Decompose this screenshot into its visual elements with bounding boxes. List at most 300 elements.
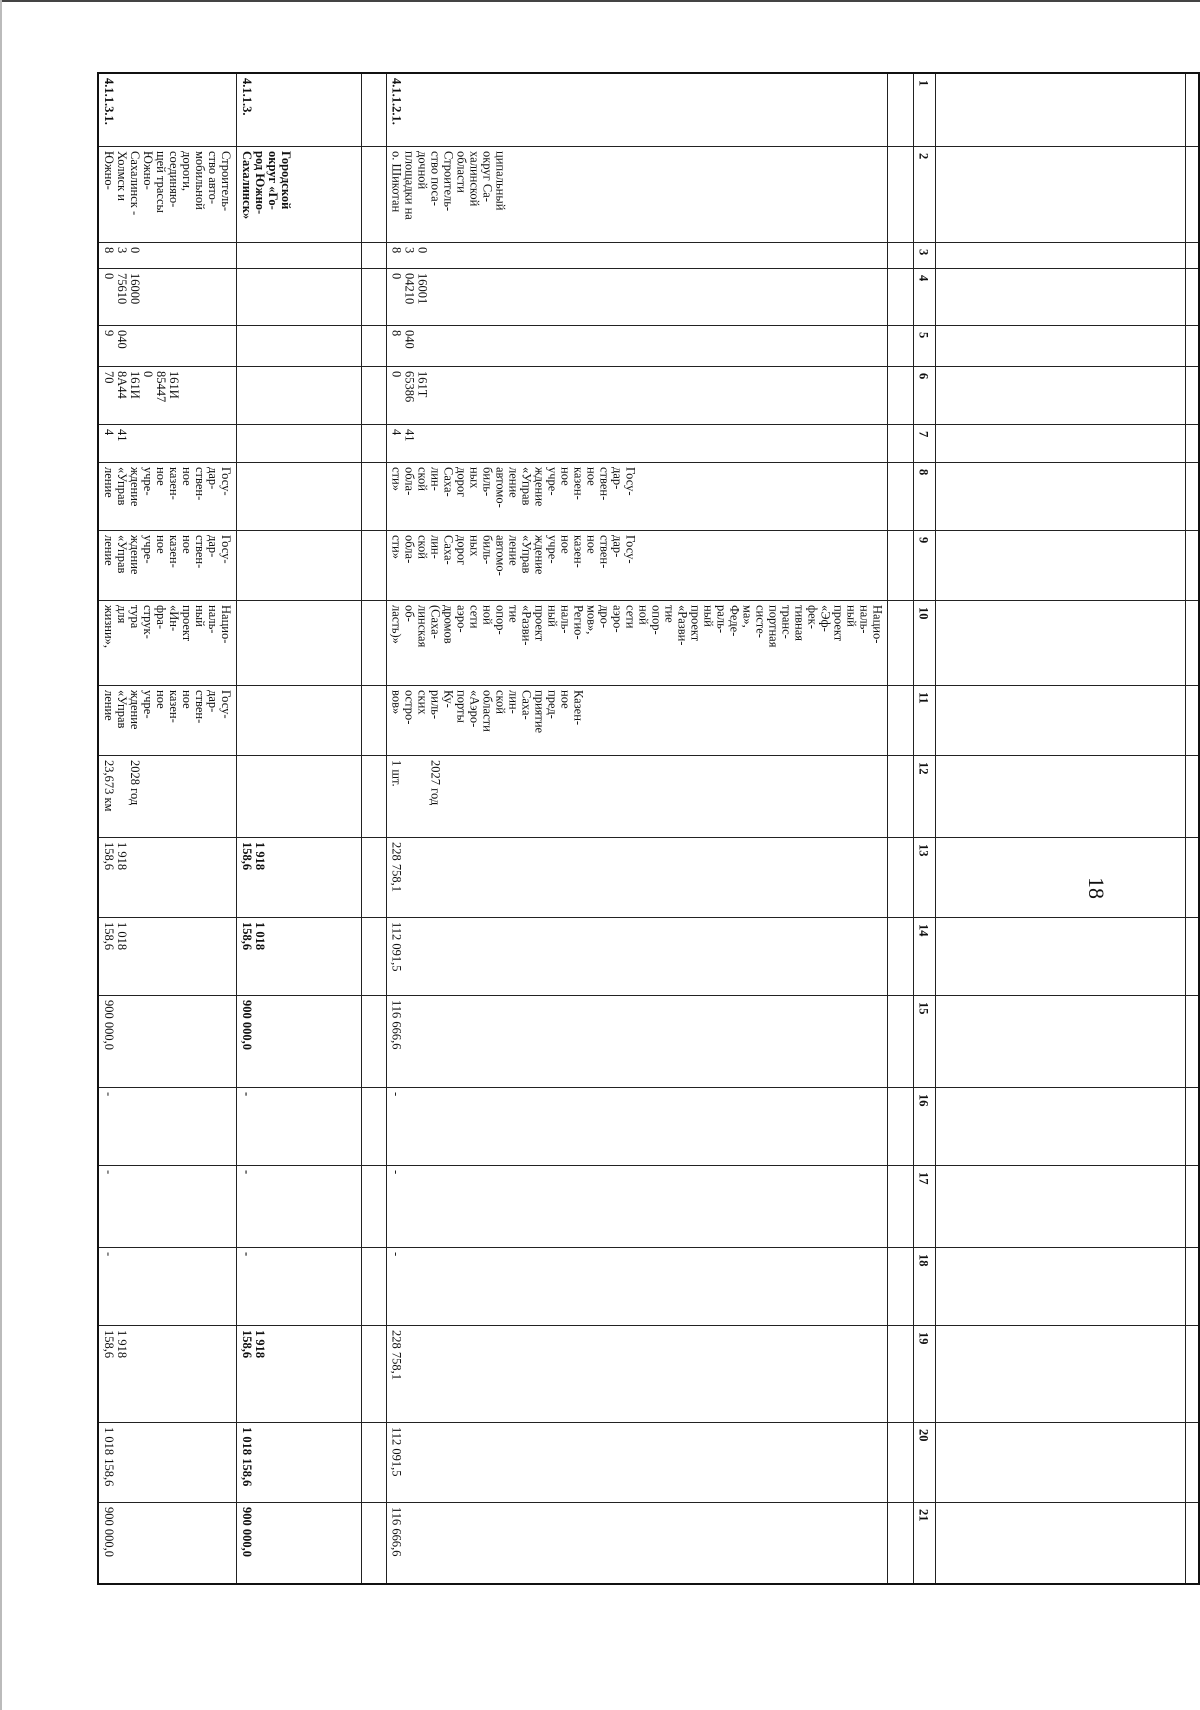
table-cell — [237, 242, 362, 268]
row-4-1-1-3-col-6 — [237, 367, 243, 375]
row-4-1-1-3-col-21: 900 000,0 — [240, 1506, 255, 1557]
empty-cell — [935, 600, 1186, 685]
empty-cell-content — [362, 918, 368, 926]
row-4-1-1-3-1-col-20: 1 018 158,6 — [102, 1426, 116, 1486]
row-4-1-1-2-1-col-13: 228 758,1 — [389, 841, 404, 892]
row-4-1-1-3-1-col-13: 1 918 158,6 — [102, 841, 129, 870]
empty-cell — [361, 995, 386, 1087]
header-cell — [913, 1422, 935, 1502]
table-cell — [237, 268, 362, 325]
empty-cell — [1186, 366, 1199, 424]
header-label: 3 — [916, 248, 931, 255]
header-cell — [913, 1165, 935, 1247]
empty-cell — [361, 1247, 386, 1325]
empty-cell-content — [362, 147, 368, 155]
row-4-1-1-2-1-col-4: 16001 04210 0 — [389, 272, 430, 304]
header-label: 13 — [916, 843, 931, 856]
empty-cell — [1186, 462, 1199, 530]
empty-cell — [1186, 755, 1199, 837]
empty-cell-content — [362, 1166, 368, 1174]
empty-cell-content — [362, 601, 368, 609]
empty-cell — [935, 325, 1186, 366]
empty-cell — [935, 268, 1186, 325]
table-cell — [237, 530, 362, 600]
row-4-1-1-3-1-col-7: 41 4 — [102, 428, 129, 441]
table-cell — [98, 837, 237, 917]
table-cell — [237, 1422, 362, 1502]
table-cell — [98, 1325, 237, 1422]
row-4-1-1-3-1-col-1: 4.1.1.3.1. — [102, 78, 116, 125]
empty-cell-content — [888, 425, 894, 433]
empty-cell — [361, 530, 386, 600]
table-cell — [386, 600, 887, 685]
table-cell — [237, 146, 362, 242]
row-4-1-1-3-col-16: - — [240, 1091, 255, 1096]
row-4-1-1-2-1-col-16: - — [389, 1091, 404, 1096]
row-4-1-1-3-1-col-15: 900 000,0 — [102, 999, 116, 1050]
empty-cell — [361, 325, 386, 366]
table-cell — [98, 325, 237, 366]
empty-cell — [887, 685, 913, 755]
empty-cell-content — [936, 463, 942, 471]
table-cell — [386, 366, 887, 424]
empty-cell — [887, 837, 913, 917]
empty-cell — [1186, 837, 1199, 917]
header-cell — [913, 146, 935, 242]
empty-cell-content — [1186, 74, 1192, 82]
row-4-1-1-3-1-col-5: 040 9 — [102, 329, 129, 349]
empty-cell — [361, 242, 386, 268]
empty-cell-content — [888, 463, 894, 471]
header-label: 20 — [916, 1428, 931, 1441]
table-cell — [98, 242, 237, 268]
empty-cell — [935, 146, 1186, 242]
empty-cell — [887, 268, 913, 325]
empty-cell — [361, 1165, 386, 1247]
empty-cell — [887, 1165, 913, 1247]
empty-cell-content — [1186, 425, 1192, 433]
row-4-1-1-3-1-col-18: - — [102, 1251, 116, 1256]
empty-cell-content — [1186, 531, 1192, 539]
row-4-1-1-3-col-17: - — [240, 1169, 255, 1174]
row-4-1-1-3-1-col-16: - — [102, 1091, 116, 1096]
empty-cell-content — [362, 74, 368, 82]
empty-cell — [361, 1422, 386, 1502]
table-cell — [386, 685, 887, 755]
table-cell — [386, 995, 887, 1087]
empty-cell-content — [362, 243, 368, 251]
table-cell — [98, 917, 237, 995]
table-cell — [386, 242, 887, 268]
header-cell — [913, 424, 935, 462]
empty-cell-content — [936, 367, 942, 375]
row-4-1-1-2-1-col-3: 0 3 8 — [389, 246, 430, 253]
row-4-1-1-3-col-1: 4.1.1.3. — [240, 78, 255, 116]
table-cell — [237, 1247, 362, 1325]
table-cell — [386, 1502, 887, 1584]
empty-cell — [1186, 424, 1199, 462]
empty-cell-content — [362, 269, 368, 277]
empty-cell-content — [1186, 918, 1192, 926]
empty-cell — [1186, 995, 1199, 1087]
empty-cell-content — [1186, 1326, 1192, 1334]
empty-cell — [1186, 1502, 1199, 1584]
empty-cell-content — [362, 425, 368, 433]
row-4-1-1-2-1-col-20: 112 091,5 — [389, 1426, 404, 1477]
empty-cell-content — [1186, 1166, 1192, 1174]
empty-cell — [935, 424, 1186, 462]
empty-cell — [361, 685, 386, 755]
empty-cell-content — [1186, 996, 1192, 1004]
row-4-1-1-3-col-3 — [237, 243, 243, 251]
empty-cell-content — [936, 756, 942, 764]
empty-cell-content — [888, 243, 894, 251]
table-cell — [237, 325, 362, 366]
table-cell — [98, 424, 237, 462]
empty-cell-content — [936, 686, 942, 694]
empty-cell — [361, 146, 386, 242]
empty-cell-content — [936, 531, 942, 539]
table-cell — [386, 325, 887, 366]
table-cell — [98, 995, 237, 1087]
row-4-1-1-2-1-col-14: 112 091,5 — [389, 921, 404, 972]
empty-cell-content — [362, 463, 368, 471]
empty-cell-content — [936, 918, 942, 926]
empty-cell-content — [936, 1503, 942, 1511]
doc-column-18 — [98, 1247, 1199, 1325]
empty-cell — [887, 146, 913, 242]
header-label: 2 — [916, 152, 931, 159]
empty-cell-content — [936, 74, 942, 82]
empty-cell-content — [936, 1326, 942, 1334]
header-label: 10 — [916, 606, 931, 619]
table-cell — [98, 1087, 237, 1165]
empty-cell — [935, 462, 1186, 530]
doc-column-21 — [98, 1502, 1199, 1584]
empty-cell-content — [888, 1503, 894, 1511]
table-cell — [237, 1502, 362, 1584]
header-label: 9 — [916, 536, 931, 543]
row-4-1-1-2-1-col-1: 4.1.1.2.1. — [389, 78, 404, 125]
empty-cell — [887, 73, 913, 146]
header-label: 21 — [916, 1508, 931, 1521]
empty-cell — [887, 755, 913, 837]
row-4-1-1-3-1-col-17: - — [102, 1169, 116, 1174]
empty-cell-content — [936, 996, 942, 1004]
table-cell — [386, 1087, 887, 1165]
empty-cell — [935, 837, 1186, 917]
empty-cell-content — [888, 1326, 894, 1334]
empty-cell-content — [1186, 686, 1192, 694]
empty-cell-content — [888, 269, 894, 277]
empty-cell-content — [888, 996, 894, 1004]
empty-cell-content — [888, 531, 894, 539]
header-cell — [913, 755, 935, 837]
empty-cell-content — [888, 147, 894, 155]
empty-cell — [1186, 530, 1199, 600]
empty-cell — [935, 1502, 1186, 1584]
table-cell — [98, 462, 237, 530]
empty-cell-content — [362, 326, 368, 334]
table-cell — [98, 755, 237, 837]
doc-column-3 — [98, 242, 1199, 268]
empty-cell-content — [888, 74, 894, 82]
header-label: 15 — [916, 1001, 931, 1014]
empty-cell — [1186, 73, 1199, 146]
row-4-1-1-2-1-col-11: Казен- ное пред- приятие Саха- лин- ской области «Аэро- порты Ку- риль- ских остро- вов» — [389, 689, 586, 733]
empty-cell — [887, 1502, 913, 1584]
empty-cell — [1186, 1087, 1199, 1165]
doc-column-2 — [98, 146, 1199, 242]
empty-cell — [887, 242, 913, 268]
empty-cell — [935, 242, 1186, 268]
empty-cell — [935, 366, 1186, 424]
empty-cell-content — [888, 367, 894, 375]
doc-column-11 — [98, 685, 1199, 755]
empty-cell — [1186, 146, 1199, 242]
row-4-1-1-3-col-20: 1 018 158,6 — [240, 1426, 255, 1486]
table-cell — [98, 1502, 237, 1584]
empty-cell — [887, 600, 913, 685]
empty-cell-content — [362, 531, 368, 539]
header-label: 7 — [916, 430, 931, 437]
empty-cell-content — [362, 367, 368, 375]
table-cell — [98, 1422, 237, 1502]
row-4-1-1-3-1-col-12: 2028 год 23,673 км — [102, 759, 142, 811]
empty-cell — [935, 73, 1186, 146]
header-label: 16 — [916, 1093, 931, 1106]
header-cell — [913, 1087, 935, 1165]
empty-cell — [887, 462, 913, 530]
table-cell — [98, 366, 237, 424]
row-4-1-1-3-1-col-6: 161И 85447 0 161И 8А44 70 — [102, 370, 181, 402]
empty-cell-content — [1186, 1423, 1192, 1431]
row-4-1-1-3-col-4 — [237, 269, 243, 277]
row-4-1-1-2-1-col-17: - — [389, 1169, 404, 1174]
row-4-1-1-3-1-col-3: 0 3 8 — [102, 246, 142, 253]
header-label: 17 — [916, 1171, 931, 1184]
empty-cell — [361, 268, 386, 325]
header-label: 1 — [916, 80, 931, 87]
empty-cell — [935, 1422, 1186, 1502]
empty-cell — [935, 1247, 1186, 1325]
empty-cell-content — [1186, 243, 1192, 251]
empty-cell-content — [362, 1248, 368, 1256]
empty-cell-content — [888, 1248, 894, 1256]
header-cell — [913, 1247, 935, 1325]
empty-cell — [1186, 268, 1199, 325]
empty-cell-content — [936, 326, 942, 334]
empty-cell — [887, 917, 913, 995]
row-4-1-1-3-col-10 — [237, 601, 243, 609]
scan-edge-left — [0, 0, 2, 1710]
empty-cell-content — [362, 838, 368, 846]
row-4-1-1-3-1-col-4: 16000 75610 0 — [102, 272, 142, 304]
doc-column-12 — [98, 755, 1199, 837]
table-cell — [386, 1325, 887, 1422]
row-4-1-1-2-1-col-18: - — [389, 1251, 404, 1256]
empty-cell — [887, 1422, 913, 1502]
row-4-1-1-3-1-col-8: Госу- дар- ствен- ное казен- ное учре- ждение «Управ ление — [102, 466, 233, 506]
row-4-1-1-2-1-col-2: ципальный округ Са- халинской области Строитель- ство поса- дочной площадки на о. Шикотан — [389, 150, 508, 220]
doc-column-5 — [98, 325, 1199, 366]
empty-cell-content — [936, 425, 942, 433]
empty-cell — [935, 755, 1186, 837]
empty-cell-content — [362, 1088, 368, 1096]
empty-cell-content — [888, 838, 894, 846]
row-4-1-1-3-col-5 — [237, 326, 243, 334]
empty-cell-content — [1186, 269, 1192, 277]
table-cell — [386, 73, 887, 146]
empty-cell — [935, 917, 1186, 995]
empty-cell-content — [888, 601, 894, 609]
table-cell — [386, 462, 887, 530]
row-4-1-1-3-1-col-19: 1 918 158,6 — [102, 1329, 129, 1358]
empty-cell — [887, 1247, 913, 1325]
empty-cell-content — [362, 686, 368, 694]
doc-column-20 — [98, 1422, 1199, 1502]
table-cell — [98, 685, 237, 755]
table-cell — [237, 837, 362, 917]
empty-cell — [1186, 1165, 1199, 1247]
header-cell — [913, 685, 935, 755]
header-label: 14 — [916, 923, 931, 936]
empty-cell — [935, 685, 1186, 755]
row-4-1-1-2-1-col-15: 116 666,6 — [389, 999, 404, 1050]
empty-cell — [361, 1325, 386, 1422]
table-cell — [237, 600, 362, 685]
empty-cell-content — [888, 756, 894, 764]
scan-edge-top — [0, 0, 1200, 2]
header-label: 18 — [916, 1253, 931, 1266]
empty-cell — [361, 462, 386, 530]
empty-cell — [361, 1502, 386, 1584]
table-cell — [237, 755, 362, 837]
row-4-1-1-2-1-col-19: 228 758,1 — [389, 1329, 404, 1380]
table-cell — [386, 424, 887, 462]
empty-cell-content — [936, 1423, 942, 1431]
row-4-1-1-3-col-13: 1 918 158,6 — [240, 841, 268, 870]
header-cell — [913, 325, 935, 366]
table-cell — [98, 600, 237, 685]
table-cell — [98, 146, 237, 242]
empty-cell-content — [362, 1326, 368, 1334]
doc-column-7 — [98, 424, 1199, 462]
table-cell — [386, 755, 887, 837]
table-cell — [237, 1087, 362, 1165]
row-4-1-1-3-col-12 — [237, 756, 243, 764]
empty-cell — [361, 424, 386, 462]
budget-table — [97, 72, 1200, 1585]
row-4-1-1-3-1-col-10: Нацио- наль- ный проект «Ин- фра- струк- тура для жизни», — [102, 604, 233, 648]
empty-cell — [935, 1165, 1186, 1247]
table-cell — [386, 268, 887, 325]
empty-cell — [361, 1087, 386, 1165]
empty-cell — [1186, 1422, 1199, 1502]
empty-cell — [1186, 685, 1199, 755]
empty-cell-content — [362, 996, 368, 1004]
row-4-1-1-3-1-col-2: Строитель- ство авто- мобильной дороги, соединяю- щей трассы Южно- Сахалинск - Холмск и Южно- — [102, 150, 233, 215]
header-cell — [913, 1502, 935, 1584]
empty-cell-content — [936, 1088, 942, 1096]
empty-cell-content — [1186, 1088, 1192, 1096]
table-cell — [237, 424, 362, 462]
empty-cell-content — [1186, 326, 1192, 334]
doc-column-4 — [98, 268, 1199, 325]
empty-cell — [935, 995, 1186, 1087]
table-cell — [237, 366, 362, 424]
table-cell — [98, 1165, 237, 1247]
header-cell — [913, 73, 935, 146]
row-4-1-1-3-col-9 — [237, 531, 243, 539]
empty-cell-content — [1186, 756, 1192, 764]
doc-column-14 — [98, 917, 1199, 995]
empty-cell-content — [1186, 1248, 1192, 1256]
header-label: 8 — [916, 468, 931, 475]
empty-cell — [1186, 1247, 1199, 1325]
empty-cell-content — [936, 147, 942, 155]
row-4-1-1-3-col-19: 1 918 158,6 — [240, 1329, 268, 1358]
doc-column-8 — [98, 462, 1199, 530]
row-4-1-1-3-col-7 — [237, 425, 243, 433]
empty-cell — [361, 600, 386, 685]
table-cell — [98, 1247, 237, 1325]
table-cell — [237, 917, 362, 995]
table-cell — [237, 1165, 362, 1247]
empty-cell-content — [1186, 463, 1192, 471]
header-label: 11 — [916, 691, 931, 704]
doc-column-13 — [98, 837, 1199, 917]
empty-cell — [887, 366, 913, 424]
empty-cell — [935, 530, 1186, 600]
row-4-1-1-3-1-col-14: 1 018 158,6 — [102, 921, 129, 950]
row-4-1-1-3-col-11 — [237, 686, 243, 694]
empty-cell — [361, 366, 386, 424]
header-label: 12 — [916, 761, 931, 774]
doc-column-6 — [98, 366, 1199, 424]
doc-column-17 — [98, 1165, 1199, 1247]
empty-cell-content — [1186, 1503, 1192, 1511]
empty-cell — [935, 1325, 1186, 1422]
table-cell — [98, 530, 237, 600]
header-cell — [913, 1325, 935, 1422]
empty-cell — [1186, 600, 1199, 685]
table-cell — [237, 1325, 362, 1422]
empty-cell — [1186, 1325, 1199, 1422]
empty-cell-content — [1186, 147, 1192, 155]
empty-cell-content — [936, 601, 942, 609]
empty-cell — [1186, 325, 1199, 366]
row-4-1-1-2-1-col-7: 41 4 — [389, 428, 417, 441]
row-4-1-1-3-col-18: - — [240, 1251, 255, 1256]
table-cell — [386, 146, 887, 242]
empty-cell — [887, 424, 913, 462]
empty-cell — [887, 1325, 913, 1422]
header-cell — [913, 242, 935, 268]
empty-cell-content — [1186, 838, 1192, 846]
empty-cell-content — [888, 1166, 894, 1174]
header-cell — [913, 462, 935, 530]
table-cell — [237, 462, 362, 530]
empty-cell — [361, 917, 386, 995]
empty-cell-content — [936, 1166, 942, 1174]
empty-cell-content — [362, 756, 368, 764]
row-4-1-1-2-1-col-9: Госу- дар- ствен- ное казен- ное учре- ждение «Управ ление автомо- биль- ных дорог Саха- лин- ской обла- сти» — [389, 534, 638, 576]
table-cell — [386, 837, 887, 917]
empty-cell — [361, 837, 386, 917]
table-cell — [386, 1165, 887, 1247]
empty-cell — [361, 73, 386, 146]
